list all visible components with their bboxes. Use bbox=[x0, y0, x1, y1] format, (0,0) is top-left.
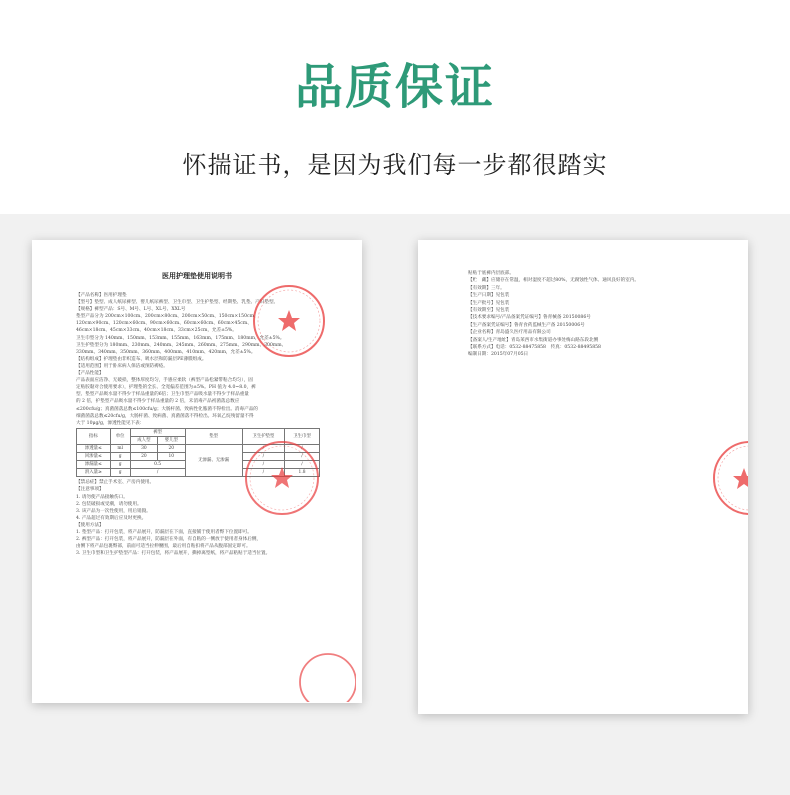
doc-line: 由侧下将产品包裹臀部，前面可适当拉伸腰围，最后用自粘扣将产品从腹部固定即可。 bbox=[76, 544, 251, 550]
doc-line: 【结构组成】护理垫由非织造布、吸水层和防漏层PE薄膜组成。 bbox=[76, 356, 207, 362]
table-cell: g bbox=[110, 453, 130, 461]
table-header: 垫型 bbox=[185, 428, 242, 444]
table-header: 卫生巾型 bbox=[285, 428, 320, 444]
doc-line: 46cm×18cm、45cm×33cm、40cm×18cm、33cm×25cm，允差±5%。 bbox=[76, 328, 237, 334]
doc-line: 垫型产品分为 200cm×100cm、200cm×80cm、200cm×50cm、150cm×150cm、 bbox=[76, 314, 259, 320]
table-cell: 1.8 bbox=[285, 469, 320, 477]
doc-line: 型、垫型产品吸水量不得少于样品重量的6倍；卫生巾型产品吸水量不得少于样品重量 bbox=[76, 392, 249, 398]
table-subheader: 婴儿型 bbox=[158, 436, 185, 444]
doc-line: 【产品性能】 bbox=[76, 371, 104, 377]
doc-line: 【有效期至】见包装 bbox=[468, 308, 510, 314]
table-cell: 10 bbox=[158, 453, 185, 461]
doc-line: 【联系方式】电话：0532-88475858 传真：0532-88495858 bbox=[468, 345, 601, 351]
doc-line: 【产品名称】医用护理垫 bbox=[76, 293, 127, 298]
table-cell: / bbox=[285, 444, 320, 452]
doc-line: 【使用方法】 bbox=[76, 522, 104, 528]
doc-line: 编制日期：2015年07月05日 bbox=[468, 352, 529, 358]
table-cell: / bbox=[242, 461, 284, 469]
doc-line: 【规格】裤型产品：S号、M号、L号、XL号、XXL号 bbox=[76, 307, 186, 313]
doc-line: 【有效期】三年。 bbox=[468, 285, 505, 291]
doc-line: 细菌菌落总数≤20cfu/g，大肠杆菌、致病菌、真菌菌落不得检出。环氧乙烷残留量不得 bbox=[76, 413, 254, 419]
table-header: 指标 bbox=[77, 428, 111, 444]
doc-line: 2. 裤型产品：打开包装，将产品展开，防漏层在外面，有自粘的一侧放于使用者身体后侧， bbox=[76, 537, 262, 543]
table-cell: 20 bbox=[158, 444, 185, 452]
company-stamp bbox=[250, 282, 328, 360]
doc-line: 3. 卫生巾型和卫生护垫型产品：打开包装，将产品展开，撕掉离型纸，将产品粘贴于适当位置。 bbox=[76, 551, 271, 557]
doc-line: 1. 请勿使产品接触伤口。 bbox=[76, 494, 128, 500]
doc-line: ≤200cfu/g；真菌菌落总数≤100cfu/g；大肠杆菌、致病性化脓菌不得检出。消毒产品的 bbox=[76, 406, 258, 412]
table-cell: 0.5 bbox=[130, 461, 185, 469]
doc-line: 3. 该产品为一次性使用，用后销毁。 bbox=[76, 508, 151, 514]
company-stamp bbox=[242, 438, 322, 518]
table-cell: g bbox=[110, 461, 130, 469]
table-cell: 30 bbox=[130, 444, 157, 452]
doc-line: 产品表面应洁净、无破损，整体厚度均匀，手感应柔软（裤型产品松紧带粘合均匀），固 bbox=[76, 378, 253, 384]
table-subheader: 成人型 bbox=[130, 436, 157, 444]
doc-line: 贴贴于底裤内层底部。 bbox=[468, 271, 514, 276]
doc-line: 【技术要求编号/产品备案凭证编号】鲁青械备 20150086号 bbox=[468, 315, 591, 321]
table-cell: / bbox=[285, 453, 320, 461]
company-stamp bbox=[710, 436, 748, 520]
table-cell-merged: 无渗漏、无渗漏 bbox=[185, 444, 242, 476]
doc-line: 【生产备案凭证编号】鲁青食药监械生产备 20150006号 bbox=[468, 322, 585, 328]
instruction-sheet bbox=[32, 240, 362, 703]
doc-line: 【生产批号】见包装 bbox=[468, 300, 510, 306]
doc-line: 【适用范围】用于卧床病人保洁或预防褥疮。 bbox=[76, 363, 168, 369]
table-header: 卫生护垫型 bbox=[242, 428, 284, 444]
table-cell: 20 bbox=[130, 453, 157, 461]
table-cell: / bbox=[285, 461, 320, 469]
doc-line: 330mm、340mm、350mm、360mm、400mm、410mm、420mm，允差±5%。 bbox=[76, 349, 256, 355]
table-cell: ml bbox=[110, 444, 130, 452]
doc-line: 【禁忌症】禁止手术室、产房内使用。 bbox=[76, 480, 155, 486]
doc-line: 1. 垫型产品：打开包装，将产品展开，防漏层在下面，直接铺于使用者臀下位置即可。 bbox=[76, 530, 252, 535]
doc-body bbox=[468, 270, 718, 359]
instruction-sheet-continued bbox=[418, 240, 748, 714]
doc-line: 卫生巾型分为 140mm、150mm、153mm、155mm、163mm、175mm、180mm，允差±5%。 bbox=[76, 335, 285, 341]
table-cell: 渗漏量≤ bbox=[77, 461, 111, 469]
doc-line: 【备案人/生产地址】青岛莱西市水集街道办事处梅山路东段北侧 bbox=[468, 337, 599, 343]
doc-line: 【生产日期】见包装 bbox=[468, 293, 510, 299]
doc-line: 【注意事项】 bbox=[76, 487, 104, 493]
doc-line: 卫生护垫型分为 180mm、230mm、240mm、245mm、260mm、275mm、290mm、300mm、 bbox=[76, 342, 287, 348]
doc-line: 2. 包装破损或受潮，请勿使用。 bbox=[76, 501, 142, 507]
doc-line: 4. 产品超过有效期后应及时更换。 bbox=[76, 515, 147, 521]
table-header: 裤型 bbox=[130, 428, 185, 436]
table-cell: 滑入量≥ bbox=[77, 469, 111, 477]
doc-line: 【型号】垫型、成人纸尿裤型、婴儿纸尿裤型、卫生巾型、卫生护垫型、经期垫、乳垫、产妇垫型。 bbox=[76, 300, 279, 306]
table-cell: / bbox=[242, 453, 284, 461]
table-cell: / bbox=[242, 469, 284, 477]
page-title: 品质保证 bbox=[294, 59, 495, 115]
page-subtitle: 怀揣证书，是因为我们每一步都很踏实 bbox=[182, 151, 608, 179]
doc-line: 大于 10μg/g，渗透性能见下表： bbox=[76, 420, 145, 426]
table-cell: 回渗量≤ bbox=[77, 453, 111, 461]
doc-line: 定贴胶黏对合使用要求），护理垫的全长、全宽偏差范围为±5%。PH 值为 4.0~8.0，裤 bbox=[76, 385, 256, 391]
doc-line: 120cm×90cm、120cm×60cm、90cm×60cm、60cm×60cm、60cm×45cm、 bbox=[76, 321, 252, 327]
table-cell: / bbox=[242, 444, 284, 452]
doc-title: 医用护理垫使用说明书 bbox=[162, 271, 232, 280]
doc-line: 的 2 倍，护垫型产品吸水量不得少于样品重量的 2 倍，未消毒产品初菌落总数应 bbox=[76, 399, 240, 405]
company-stamp bbox=[296, 650, 356, 702]
table-cell: 渗透量≤ bbox=[77, 444, 111, 452]
table-cell: / bbox=[130, 469, 185, 477]
table-cell: g bbox=[110, 469, 130, 477]
doc-line: 【贮 藏】应储存在常温，相对湿度不超过80%，无腐蚀性气体、通风良好的室内。 bbox=[468, 278, 639, 284]
doc-line: 【企业名称】青岛盛久医疗用品有限公司 bbox=[468, 330, 551, 336]
table-header: 单位 bbox=[110, 428, 130, 444]
